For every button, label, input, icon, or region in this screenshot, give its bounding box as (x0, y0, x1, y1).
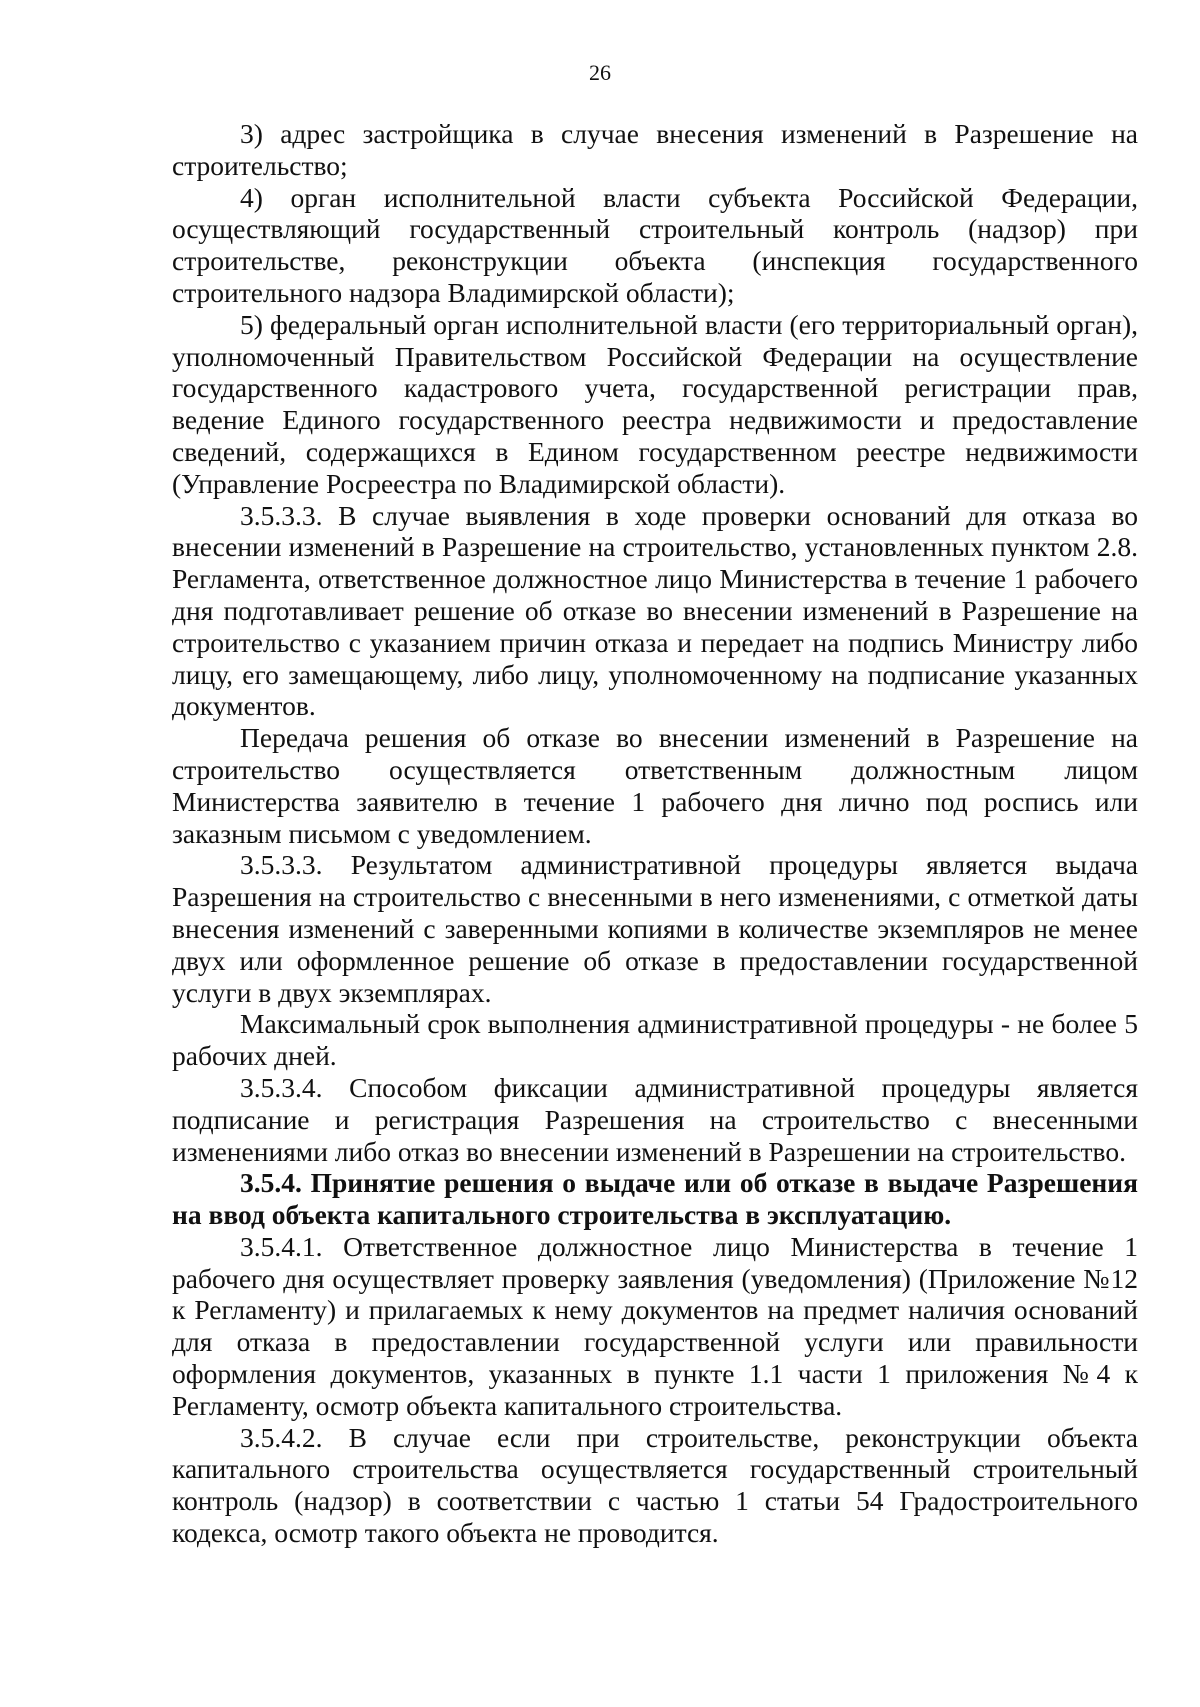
clause-3-5-4-2-inspection: 3.5.4.2. В случае если при строительстве, реконструкции объекта капитального строительства осуществляется государственный строительный контроль (надзор) в соответствии с частью 1 статьи 54 Градостроительного кодекса, осмотр такого объекта не проводится. (172, 1421, 1138, 1549)
section-heading-3-5-4: 3.5.4. Принятие решения о выдаче или об отказе в выдаче Разрешения на ввод объекта капитального строительства в эксплуатацию. (172, 1167, 1138, 1231)
page-number: 26 (589, 60, 611, 85)
document-body (172, 118, 1138, 1549)
list-item-5-rosreestr-body: 5) федеральный орган исполнительной власти (его территориальный орган), уполномоченный Правительством Российской Федерации на осуществление государственного кадастрового учета, государственной регистрации прав, ведение Единого государственного реестра недвижимости и предоставление сведений, содержащихся в Едином государственном реестре недвижимости (Управление Росреестра по Владимирской области). (172, 308, 1138, 499)
list-item-3-developer-address: 3) адрес застройщика в случае внесения изменений в Разрешение на строительство; (172, 118, 1138, 181)
clause-3-5-3-3-result: 3.5.3.3. Результатом административной процедуры является выдача Разрешения на строительство с внесенными в него изменениями, с отметкой даты внесения изменений с заверенными копиями в количестве экземпляров не менее двух или оформленное решение об отказе в предоставлении государственной услуги в двух экземплярах. (172, 849, 1138, 1008)
paragraph-refusal-delivery: Передача решения об отказе во внесении изменений в Разрешение на строительство осуществляется ответственным должностным лицом Министерства заявителю в течение 1 рабочего дня лично под роспись или заказным письмом с уведомлением. (172, 722, 1138, 849)
list-item-4-construction-supervision-body: 4) орган исполнительной власти субъекта Российской Федерации, осуществляющий государственный строительный контроль (надзор) при строительстве, реконструкции объекта (инспекция государственного строительного надзора Владимирской области); (172, 181, 1138, 308)
clause-3-5-3-3-refusal: 3.5.3.3. В случае выявления в ходе проверки оснований для отказа во внесении изменений в Разрешение на строительство, установленных пунктом 2.8. Регламента, ответственное должностное лицо Министерства в течение 1 рабочего дня подготавливает решение об отказе во внесении изменений в Разрешение на строительство с указанием причин отказа и передает на подпись Министру либо лицу, его замещающему, либо лицу, уполномоченному на подписание указанных документов. (172, 499, 1138, 722)
paragraph-max-duration: Максимальный срок выполнения административной процедуры - не более 5 рабочих дней. (172, 1008, 1138, 1072)
clause-3-5-4-1-check: 3.5.4.1. Ответственное должностное лицо Министерства в течение 1 рабочего дня осуществляет проверку заявления (уведомления) (Приложение №12 к Регламенту) и прилагаемых к нему документов на предмет наличия оснований для отказа в предоставлении государственной услуги или правильности оформления документов, указанных в пункте 1.1 части 1 приложения №4 к Регламенту, осмотр объекта капитального строительства. (172, 1230, 1138, 1421)
clause-3-5-3-4-fixation: 3.5.3.4. Способом фиксации административной процедуры является подписание и регистрация Разрешения на строительство с внесенными изменениями либо отказ во внесении изменений в Разрешении на строительство. (172, 1071, 1138, 1167)
